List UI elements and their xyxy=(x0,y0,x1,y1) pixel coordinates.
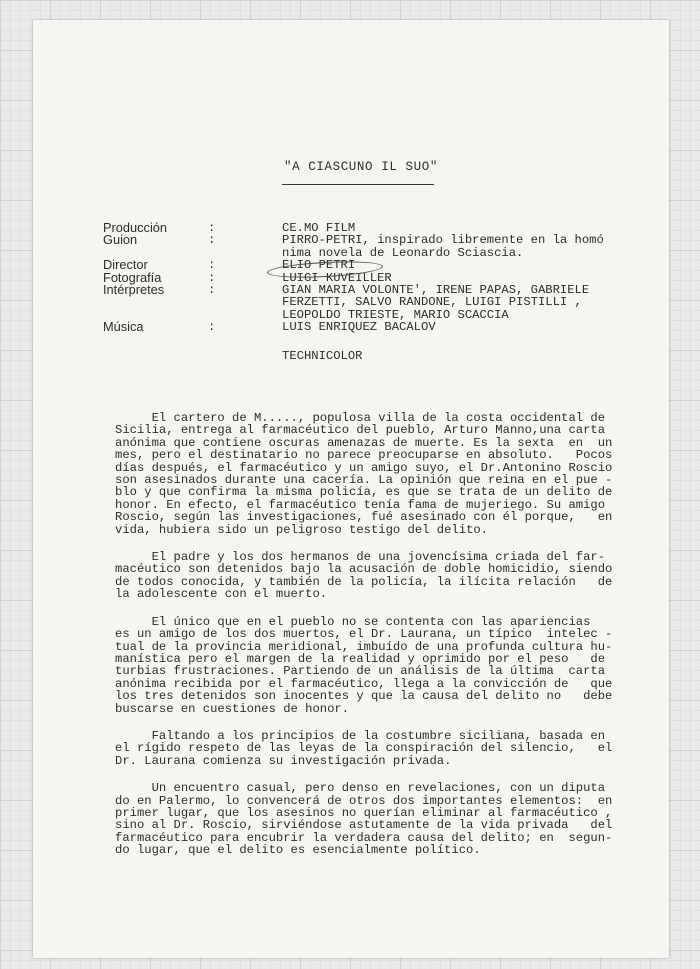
credit-label: Producción xyxy=(103,220,168,235)
text-line: turbias frustraciones. Partiendo de un análisis de la última carta xyxy=(115,664,606,679)
synopsis-paragraph xyxy=(115,782,623,856)
synopsis-paragraph xyxy=(115,730,623,767)
text-line: El cartero de M....., populosa villa de la costa occidental de xyxy=(115,411,606,425)
text-line: la adolescente con el muerto. xyxy=(115,587,328,602)
text-line: Un encuentro casual, pero denso en revelaciones, con un diputa xyxy=(115,781,606,796)
credit-value: FERZETTI, SALVO RANDONE, LUIGI PISTILLI , xyxy=(282,295,582,310)
credit-label: Director xyxy=(103,257,148,273)
text-line: do lugar, que el delito es esencialmente político. xyxy=(115,843,481,858)
credit-colon: : xyxy=(208,282,216,297)
credit-label: Fotografía xyxy=(103,269,162,285)
text-line: son asesinados durante una cacería. La opinión que reina en el pue - xyxy=(115,473,613,488)
synopsis-paragraph xyxy=(115,616,623,715)
credit-row-interpretes-cont xyxy=(103,296,623,308)
text-line: anónima que contiene oscuras amenazas de muerte. Es la sexta en un xyxy=(115,435,613,450)
document-title: "A CIASCUNO IL SUO" xyxy=(284,160,438,174)
credit-label: Música xyxy=(103,319,144,335)
credit-value: CE.MO FILM xyxy=(282,221,356,235)
credit-value: GIAN MARIA VOLONTE', IRENE PAPAS, GABRIELE xyxy=(282,282,590,297)
text-line: El padre y los dos hermanos de una jovencísima criada del far- xyxy=(115,550,606,565)
text-line: sino al Dr. Roscio, sirviéndose astutamente de la vida privada del xyxy=(115,818,613,833)
technicolor-note: TECHNICOLOR xyxy=(282,349,363,363)
credit-row-guion-cont xyxy=(103,247,623,259)
text-line: El único que en el pueblo no se contenta con las apariencias xyxy=(115,614,591,629)
text-line: blo y que confirma la misma policía, es que se trata de un delito de xyxy=(115,485,613,500)
text-line: do en Palermo, lo convencerá de otros dos importantes elementos: en xyxy=(115,793,613,808)
credit-colon: : xyxy=(208,270,216,285)
text-line: de todos conocida, y también de la policía, la ilícita relación de xyxy=(115,574,613,589)
text-line: manística pero el margen de la realidad y oprimido por el peso de xyxy=(115,651,606,666)
text-line: farmacéutico para encubrir la verdadera causa del delito; en segun- xyxy=(115,830,613,845)
text-line: Sicilia, entrega al farmacéutico del pueblo, Arturo Manno,una carta xyxy=(115,423,606,438)
text-line: macéutico son detenidos bajo la acusación de doble homicidio, siendo xyxy=(115,562,613,577)
credit-row-guion xyxy=(103,234,623,246)
text-line: mes, pero el destinatario no parece preocuparse en absoluto. Pocos xyxy=(115,448,613,463)
synopsis-body xyxy=(115,412,623,872)
text-line: el rígido respeto de las leyas de la conspiración del silencio, el xyxy=(115,741,613,756)
text-line: días después, el farmacéutico y un amigo suyo, el Dr.Antonino Roscio xyxy=(115,460,613,475)
credit-value: LUIGI KUVEILLER xyxy=(282,270,392,285)
synopsis-paragraph xyxy=(115,412,623,536)
credit-value: PIRRO-PETRI, inspirado libremente en la homó xyxy=(282,233,604,248)
text-line: anónima recibida por el farmacéutico, llega a la convicción de que xyxy=(115,676,613,691)
text-line: es un amigo de los dos muertos, el Dr. Laurana, un típico intelec - xyxy=(115,627,613,642)
synopsis-paragraph xyxy=(115,551,623,601)
credit-colon: : xyxy=(208,258,216,273)
credit-colon: : xyxy=(208,221,216,235)
credit-label: Intérpretes xyxy=(103,281,165,297)
text-line: tual de la provincia meridional, imbuído de una profunda cultura hu- xyxy=(115,639,613,654)
credit-row-musica xyxy=(103,321,623,333)
credit-value: LUIS ENRIQUEZ BACALOV xyxy=(282,320,436,335)
text-line: vida, hubiera sido un peligroso testigo del delito. xyxy=(115,522,488,537)
credit-value: ELIO PETRI xyxy=(282,258,356,273)
text-line: Faltando a los principios de la costumbre siciliana, basada en xyxy=(115,728,606,743)
title-underline xyxy=(282,184,434,185)
credit-value: LEOPOLDO TRIESTE, MARIO SCACCIA xyxy=(282,307,509,322)
text-line: honor. En efecto, el farmacéutico tenía fama de mujeriego. Su amigo xyxy=(115,497,606,512)
text-line: los tres detenidos son inocentes y que la causa del delito no debe xyxy=(115,689,613,704)
text-line: Dr. Laurana comienza su investigación privada. xyxy=(115,753,452,768)
credit-label: Guion xyxy=(103,232,138,248)
credit-value: nima novela de Leonardo Sciascia. xyxy=(282,245,524,260)
credits-block xyxy=(103,222,623,334)
credit-colon: : xyxy=(208,233,216,248)
text-line: buscarse en cuestiones de honor. xyxy=(115,701,350,716)
text-line: primer lugar, que los asesinos no querían eliminar al farmacéutico , xyxy=(115,805,613,820)
credit-colon: : xyxy=(208,320,216,335)
text-line: Roscio, según las investigaciones, fué asesinado con él porque, en xyxy=(115,510,613,525)
